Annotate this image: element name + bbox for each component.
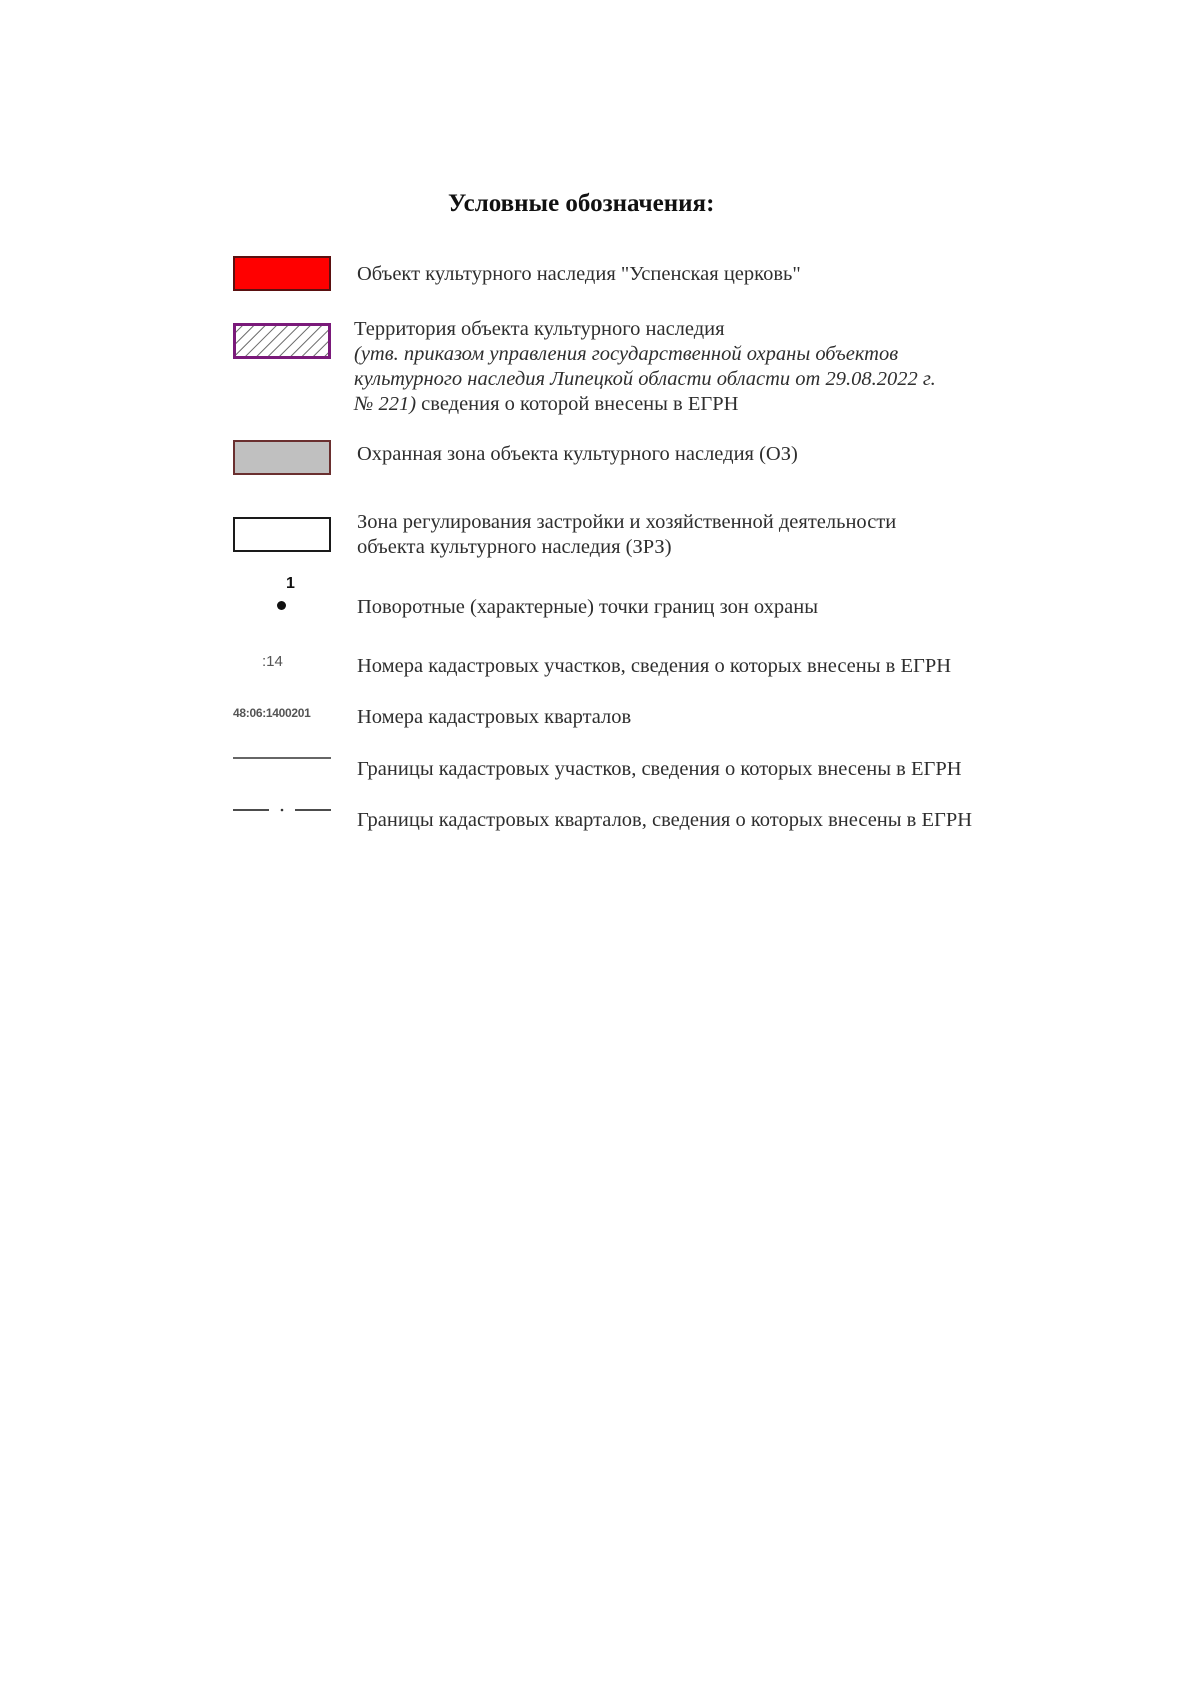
protection-zone-symbol xyxy=(233,440,331,475)
heritage-territory-note-line3 xyxy=(354,392,738,417)
egrn-note: сведения о которой внесены в ЕГРН xyxy=(416,393,739,415)
heritage-territory-symbol xyxy=(233,323,331,359)
parcel-number-sample: :14 xyxy=(262,653,283,670)
regulation-zone-label-line2: объекта культурного наследия (ЗРЗ) xyxy=(357,536,672,558)
turning-points-label: Поворотные (характерные) точки границ зон охраны xyxy=(357,596,819,618)
heritage-object-label: Объект культурного наследия "Успенская церковь" xyxy=(357,263,801,285)
parcel-boundaries-label: Границы кадастровых участков, сведения о которых внесены в ЕГРН xyxy=(357,758,962,780)
turning-point-icon xyxy=(277,601,286,610)
regulation-zone-label-line1: Зона регулирования застройки и хозяйственной деятельности xyxy=(357,511,897,533)
quarter-boundaries-label: Границы кадастровых кварталов, сведения о которых внесены в ЕГРН xyxy=(357,809,973,831)
order-number: № 221) xyxy=(354,393,417,415)
regulation-zone-symbol xyxy=(233,517,331,552)
quarter-boundary-line-icon xyxy=(233,807,331,813)
point-number: 1 xyxy=(286,575,295,592)
heritage-territory-note-line2: культурного наследия Липецкой области области от 29.08.2022 г. xyxy=(354,368,936,390)
quarter-number-sample: 48:06:1400201 xyxy=(233,706,311,720)
parcel-numbers-label: Номера кадастровых участков, сведения о которых внесены в ЕГРН xyxy=(357,655,952,677)
heritage-territory-label: Территория объекта культурного наследия xyxy=(354,318,725,340)
quarter-numbers-label: Номера кадастровых кварталов xyxy=(357,706,632,728)
protection-zone-label: Охранная зона объекта культурного наследия (ОЗ) xyxy=(357,443,798,465)
heritage-object-symbol xyxy=(233,256,331,291)
parcel-boundary-line-icon xyxy=(233,755,331,761)
heritage-territory-note-line1: (утв. приказом управления государственной охраны объектов xyxy=(354,343,899,365)
legend-title: Условные обозначения: xyxy=(448,190,715,217)
